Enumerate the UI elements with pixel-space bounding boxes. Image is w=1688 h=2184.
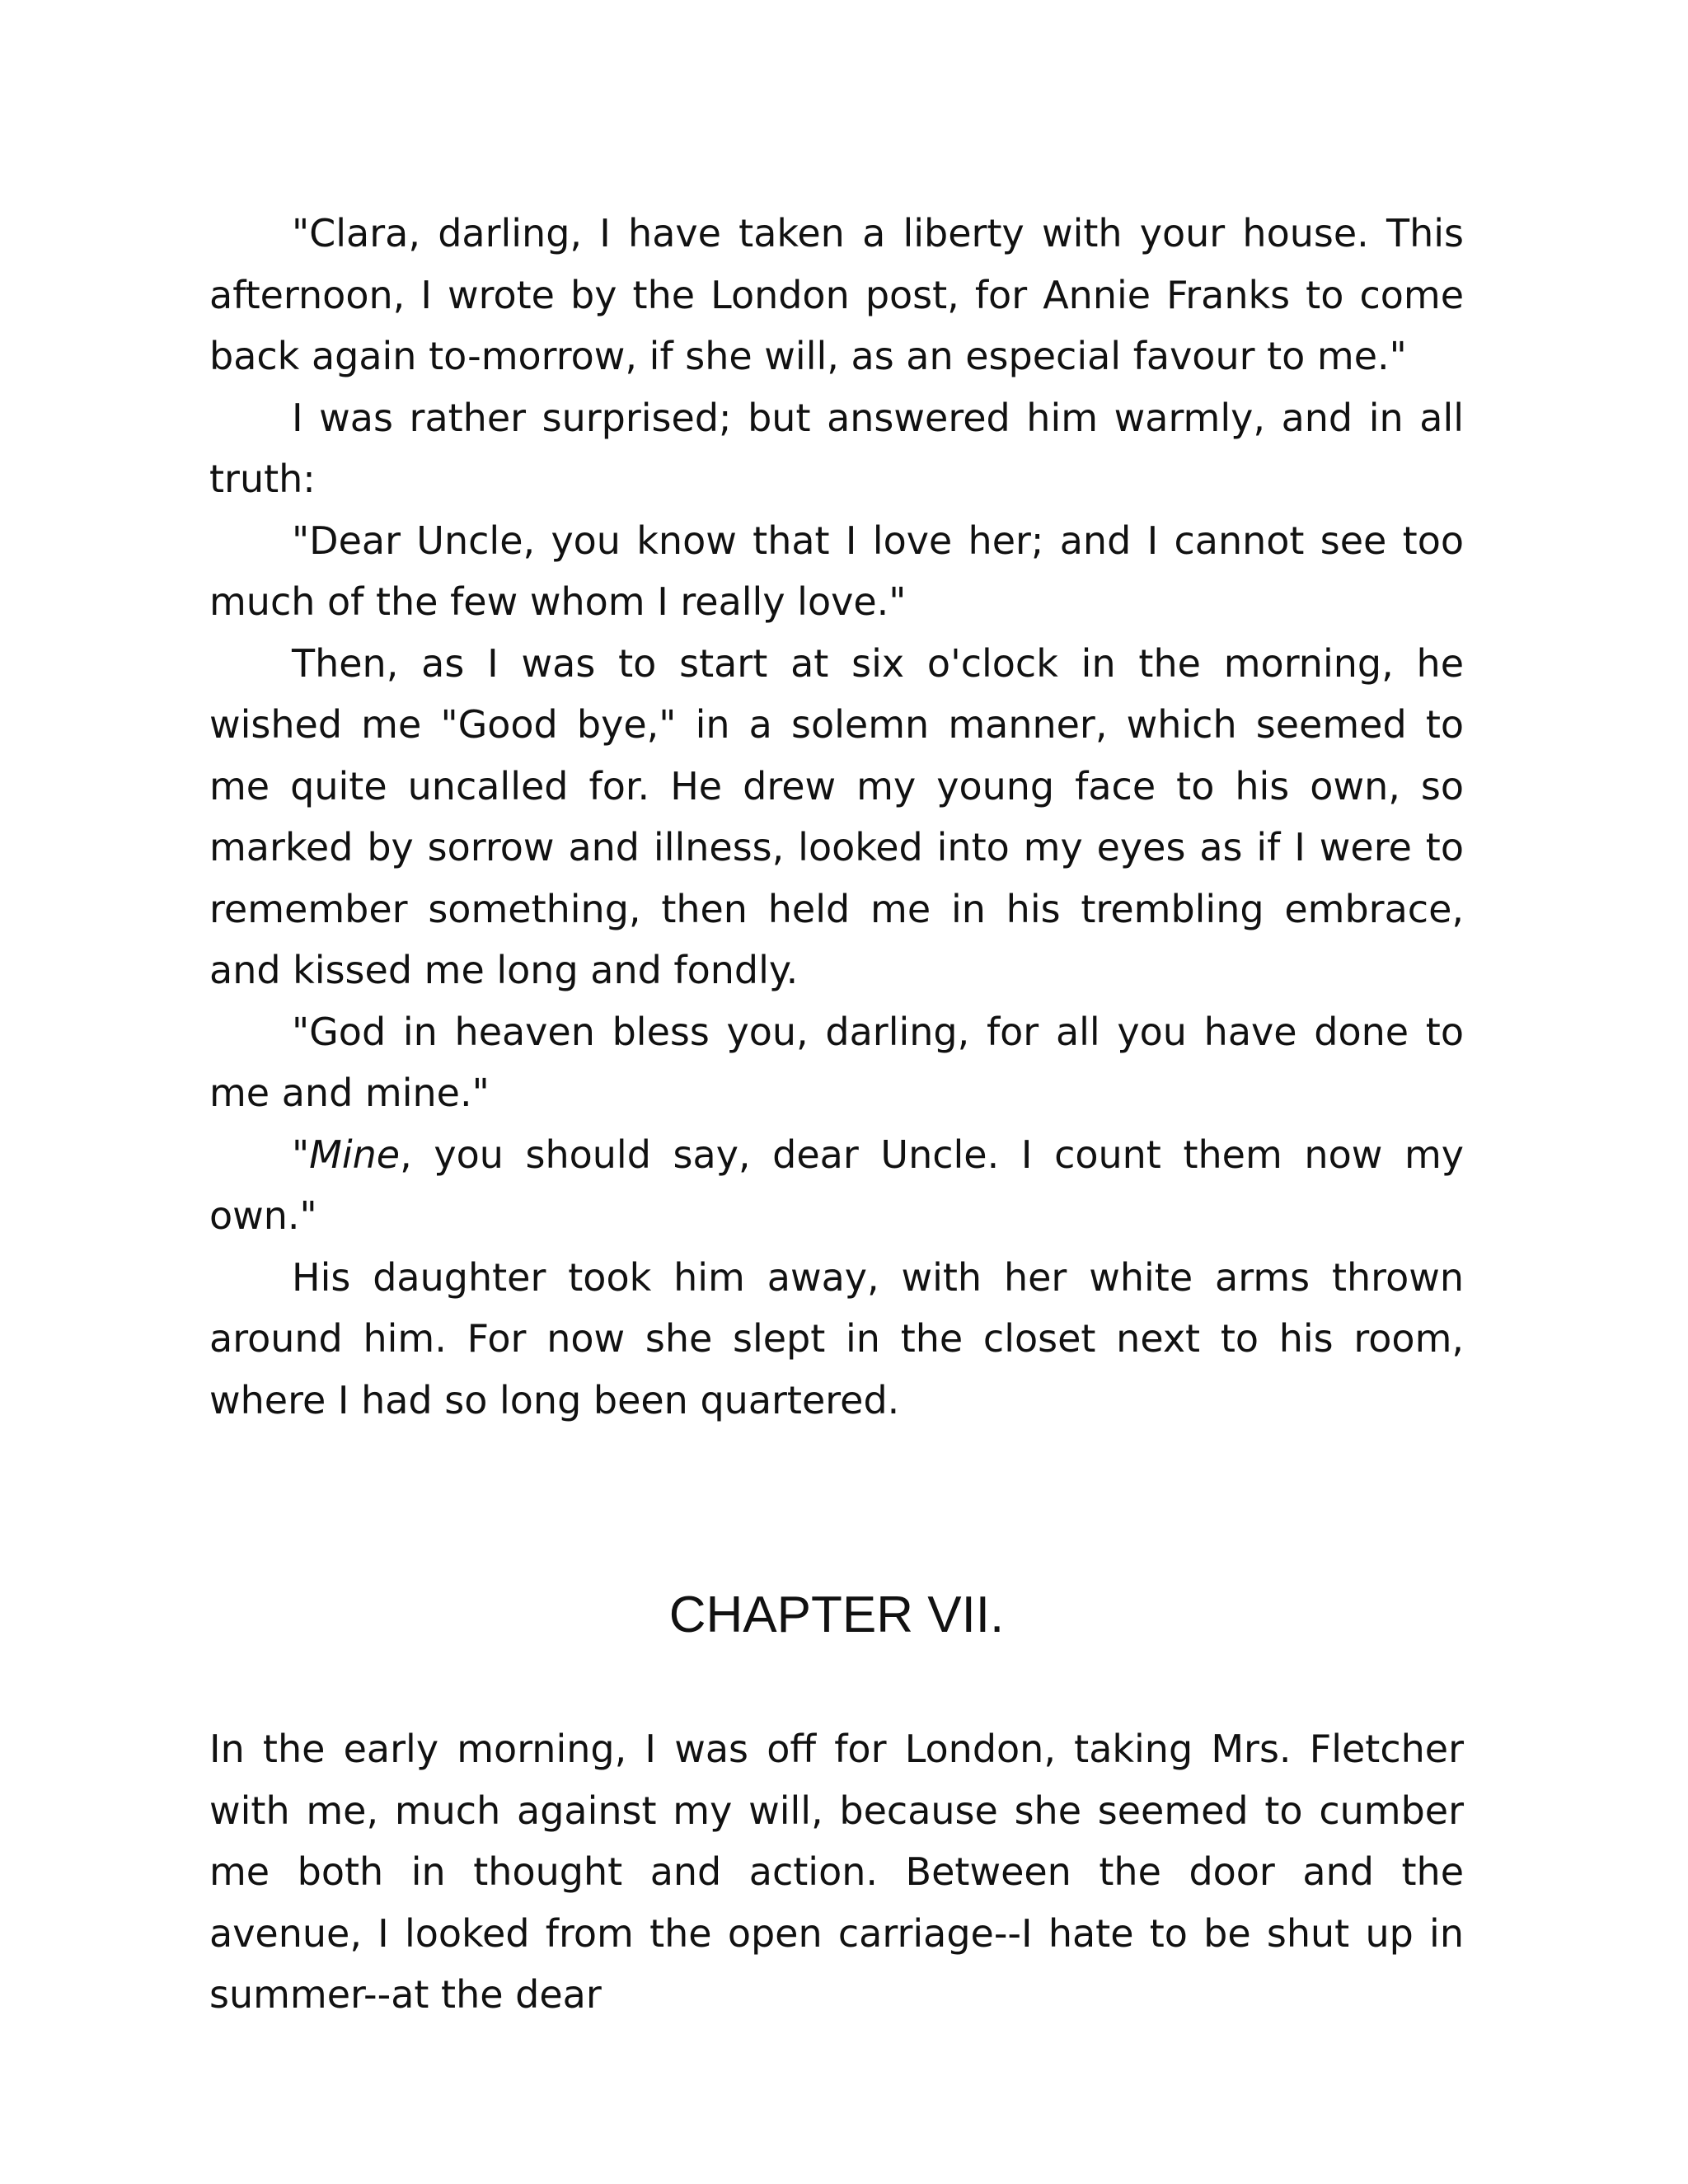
heading-gap — [209, 1646, 1464, 1718]
book-page — [209, 203, 1464, 2026]
chapter-heading: CHAPTER VII. — [668, 1586, 1005, 1643]
paragraph: I was rather surprised; but answered him warmly, and in all truth: — [209, 395, 1464, 501]
paragraph: Then, as I was to start at six o'clock in the morning, he wished me "Good bye," in a solemn manner, which seemed to me quite uncalled for. He drew my young face to his own, so marked by sorrow and illness, looked into my eyes as if I were to remember something, then held me in his trembling embrace, and kissed me long and fondly. — [209, 640, 1464, 992]
paragraph-rest: , you should say, dear Uncle. I count them now my own." — [209, 1132, 1464, 1238]
chapter-first-paragraph: In the early morning, I was off for London, taking Mrs. Fletcher with me, much against my will, because she seemed to cumber me both in thought and action. Between the door and the avenue, I looked from the open carriage--I hate to be shut up in summer--at the dear — [209, 1727, 1464, 2017]
paragraph: His daughter took him away, with her white arms thrown around him. For now she slept in the closet next to his room, where I had so long been quartered. — [209, 1254, 1464, 1422]
paragraph: "Clara, darling, I have taken a liberty with your house. This afternoon, I wrote by the London post, for Annie Franks to come back again to-morrow, if she will, as an especial favour to me." — [209, 211, 1464, 378]
paragraph: "God in heaven bless you, darling, for all you have done to me and mine." — [209, 1009, 1464, 1115]
open-quote: " — [292, 1132, 310, 1177]
paragraph-mine — [209, 1124, 1464, 1247]
section-gap — [209, 1431, 1464, 1585]
paragraph: "Dear Uncle, you know that I love her; and I cannot see too much of the few whom I really love." — [209, 518, 1464, 624]
italic-word: Mine — [309, 1132, 401, 1177]
